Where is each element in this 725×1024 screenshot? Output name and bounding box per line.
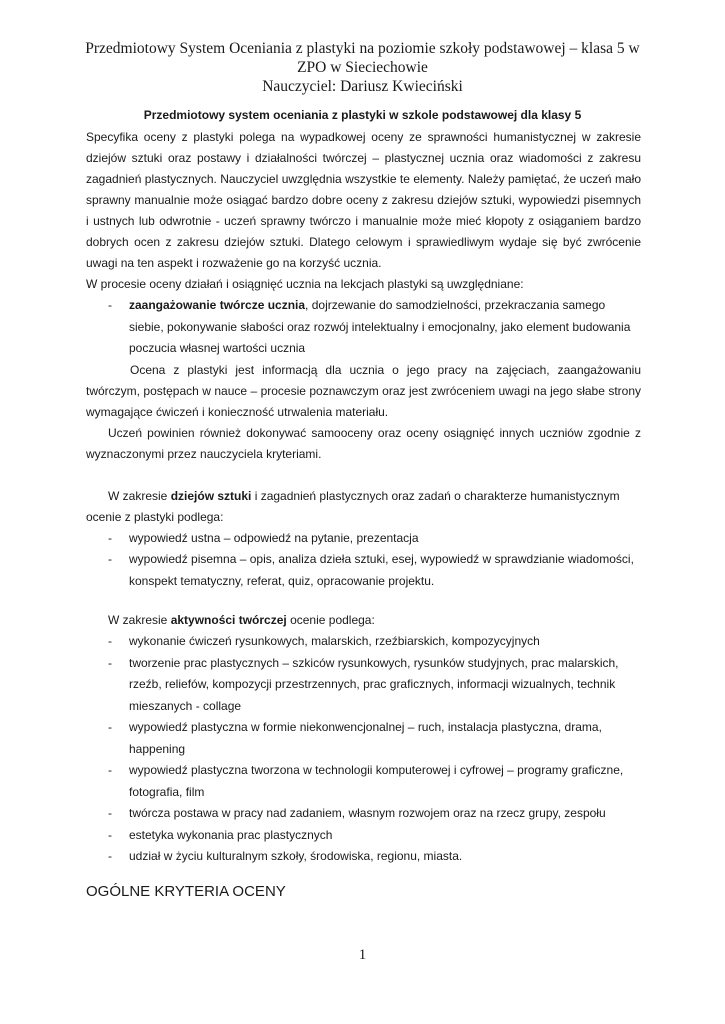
section-heading: OGÓLNE KRYTERIA OCENY [86, 883, 286, 900]
creative-list-item: - wypowiedź plastyczna w formie niekonwencjonalnej – ruch, instalacja plastyczna, drama, happening [86, 717, 641, 760]
creative-list-item: - wykonanie ćwiczeń rysunkowych, malarskich, rzeźbiarskich, kompozycyjnych [86, 631, 641, 653]
history-section-intro [86, 486, 641, 528]
header-line-1: Przedmiotowy System Oceniania z plastyki na poziomie szkoły podstawowej – klasa 5 w [85, 40, 640, 57]
history-list-item: - wypowiedź ustna – odpowiedź na pytanie, prezentacja [86, 528, 641, 550]
creative-list [86, 631, 641, 868]
header-teacher: Nauczyciel: Dariusz Kwieciński [262, 78, 463, 95]
document-title: Przedmiotowy system oceniania z plastyki w szkole podstawowej dla klasy 5 [143, 108, 582, 122]
history-prefix: W zakresie [108, 488, 171, 503]
process-intro: W procesie oceny działań i osiągnięć ucznia na lekcjach plastyki są uwzględniane: [86, 277, 524, 291]
creative-list-item: - wypowiedź plastyczna tworzona w technologii komputerowej i cyfrowej – programy graficzne, fotografia, film [86, 760, 641, 803]
header-line-2: ZPO w Sieciechowie [297, 59, 428, 76]
creative-bold: aktywności twórczej [170, 613, 287, 627]
creative-prefix: W zakresie [108, 613, 171, 627]
document-body [86, 127, 641, 868]
history-bold: dziejów sztuki [170, 488, 252, 503]
process-list [86, 295, 641, 360]
creative-list-item: - udział w życiu kulturalnym szkoły, środowiska, regionu, miasta. [86, 846, 641, 868]
self-evaluation-paragraph: Uczeń powinien również dokonywać samooceny oraz oceny osiągnięć innych uczniów zgodnie z wyznaczonymi przez nauczyciela kryteriami. [86, 425, 641, 461]
intro-paragraph: Specyfika oceny z plastyki polega na wypadkowej oceny ze sprawności humanistycznej w zakresie dziejów sztuki oraz postawy i działalności twórczej – plastycznej ucznia oraz wiadomości z zakresu zagadnień plastycznych. Nauczyciel uwzględnia wszystkie te elementy. Należy pamiętać, że uczeń mało sprawny manualnie może osiągać bardzo dobre oceny z zakresu dziejów sztuki, wypowiedzi pisemnych i ustnych lub odwrotnie - uczeń sprawny twórczo i manualnie może mieć kłopoty z osiąganiem bardzo dobrych ocen z zakresu dziejów sztuki. Dlatego celowym i sprawiedliwym wydaje się być zwrócenie uwagi na ten aspekt i rozważenie go na korzyść ucznia. [86, 130, 641, 270]
process-list-item [86, 295, 641, 360]
process-item-text: , dojrzewanie do samodzielności, przekraczania samego siebie, pokonywanie słabości oraz rozwój intelektualny i emocjonalny, jako element budowania poczucia własnej wartości ucznia [129, 298, 631, 355]
info-paragraph: Ocena z plastyki jest informacją dla ucznia o jego pracy na zajęciach, zaangażowaniu twórczym, postępach w nauce – procesie poznawczym oraz jest zwróceniem uwagi na jego słabe strony wymagające ćwiczeń i konieczność utrwalenia materiału. [86, 362, 641, 419]
creative-section-intro [86, 610, 641, 631]
creative-list-item: - estetyka wykonania prac plastycznych [86, 825, 641, 847]
creative-list-item: - tworzenie prac plastycznych – szkiców rysunkowych, rysunków studyjnych, prac malarskich, rzeźb, reliefów, kompozycji przestrzennych, prac graficznych, informacji wizualnych, technik mieszanych - collage [86, 653, 641, 718]
creative-list-item: - twórcza postawa w pracy nad zadaniem, własnym rozwojem oraz na rzecz grupy, zespołu [86, 803, 641, 825]
page-number: 1 [358, 947, 367, 963]
history-suffix: i zagadnień plastycznych oraz zadań o charakterze humanistycznym ocenie z plastyki podlega: [86, 488, 620, 524]
process-item-bold: zaangażowanie twórcze ucznia [129, 298, 306, 312]
creative-suffix: ocenie podlega: [286, 613, 375, 627]
history-list [86, 528, 641, 593]
history-list-item: - wypowiedź pisemna – opis, analiza dzieła sztuki, esej, wypowiedź w sprawdzianie wiadomości, konspekt tematyczny, referat, quiz, opracowanie projektu. [86, 549, 641, 592]
